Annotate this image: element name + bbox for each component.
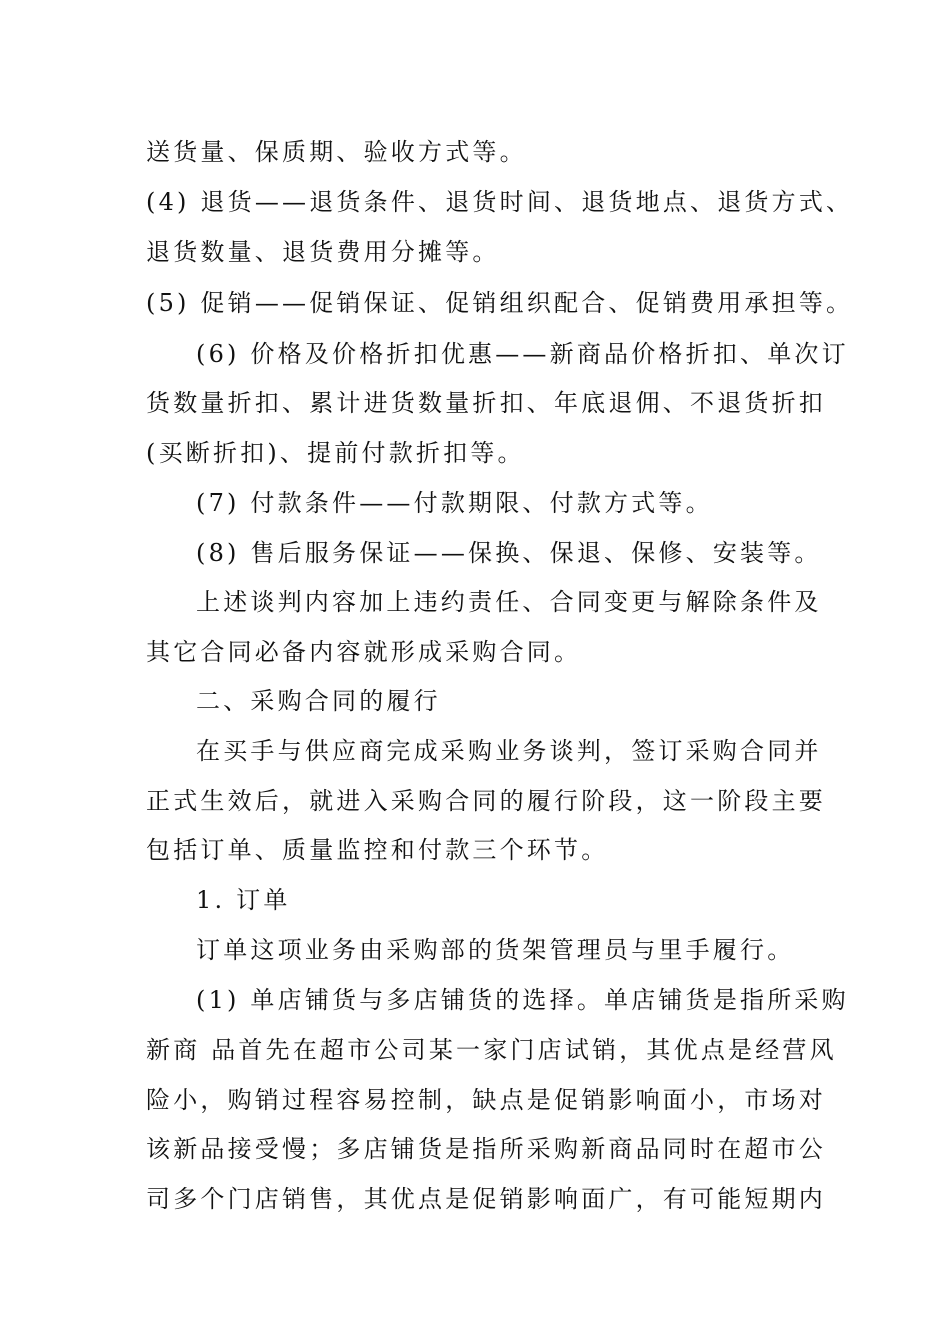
text-line: (6) 价格及价格折扣优惠——新商品价格折扣、单次订	[196, 340, 849, 368]
text-line: 包括订单、质量监控和付款三个环节。	[146, 836, 609, 864]
subsection-heading: 1. 订单	[196, 886, 291, 914]
text-line: 新商 品首先在超市公司某一家门店试销，其优点是经营风	[146, 1036, 837, 1064]
text-line: 险小，购销过程容易控制，缺点是促销影响面小，市场对	[146, 1086, 826, 1114]
text-line: 退货数量、退货费用分摊等。	[146, 238, 500, 266]
text-line: 在买手与供应商完成采购业务谈判，签订采购合同并	[196, 737, 822, 765]
text-line: 订单这项业务由采购部的货架管理员与里手履行。	[196, 936, 795, 964]
text-line: 其它合同必备内容就形成采购合同。	[146, 638, 582, 666]
text-line: 正式生效后，就进入采购合同的履行阶段，这一阶段主要	[146, 787, 826, 815]
text-line: (4) 退货——退货条件、退货时间、退货地点、退货方式、	[146, 188, 854, 216]
text-line: (7) 付款条件——付款期限、付款方式等。	[196, 489, 713, 517]
text-line: 该新品接受慢；多店铺货是指所采购新商品同时在超市公	[146, 1135, 826, 1163]
section-heading: 二、采购合同的履行	[196, 687, 441, 715]
text-line: (买断折扣)、提前付款折扣等。	[146, 439, 525, 467]
text-line: (5) 促销——促销保证、促销组织配合、促销费用承担等。	[146, 289, 854, 317]
text-line: 送货量、保质期、验收方式等。	[146, 138, 527, 166]
text-line: 上述谈判内容加上违约责任、合同变更与解除条件及	[196, 588, 822, 616]
text-line: (1) 单店铺货与多店铺货的选择。单店铺货是指所采购	[196, 986, 849, 1014]
text-line: 司多个门店销售，其优点是促销影响面广，有可能短期内	[146, 1185, 826, 1213]
text-line: (8) 售后服务保证——保换、保退、保修、安装等。	[196, 539, 822, 567]
text-line: 货数量折扣、累计进货数量折扣、年底退佣、不退货折扣	[146, 389, 826, 417]
